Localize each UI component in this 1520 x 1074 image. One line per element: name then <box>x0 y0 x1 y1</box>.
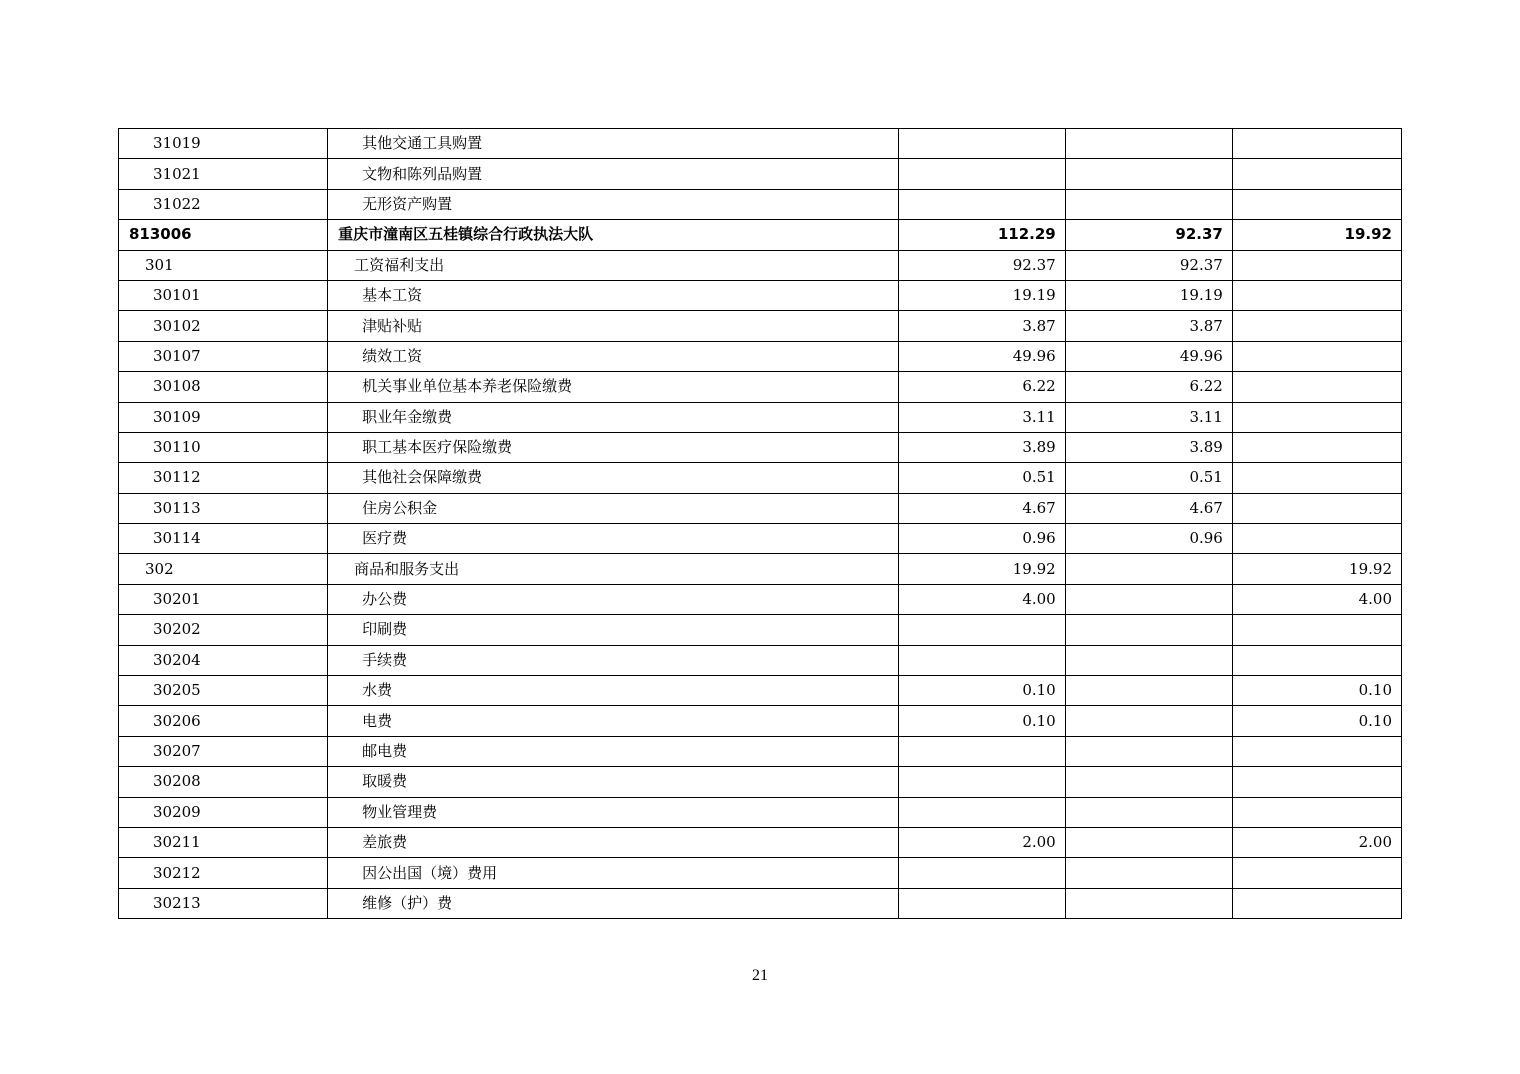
row-name: 重庆市潼南区五桂镇综合行政执法大队 <box>328 220 898 250</box>
row-project: 2.00 <box>1232 827 1401 857</box>
row-total <box>898 129 1065 159</box>
budget-table <box>118 128 1402 919</box>
table-row <box>119 250 1402 280</box>
row-project <box>1232 189 1401 219</box>
row-name: 商品和服务支出 <box>328 554 898 584</box>
row-code: 301 <box>119 250 328 280</box>
table-row <box>119 220 1402 250</box>
table-row <box>119 159 1402 189</box>
table-row <box>119 736 1402 766</box>
row-name: 电费 <box>328 706 898 736</box>
row-total <box>898 858 1065 888</box>
row-code: 30108 <box>119 372 328 402</box>
row-name: 手续费 <box>328 645 898 675</box>
row-basic <box>1065 706 1232 736</box>
row-code: 30102 <box>119 311 328 341</box>
row-code: 302 <box>119 554 328 584</box>
row-name: 其他交通工具购置 <box>328 129 898 159</box>
row-name: 差旅费 <box>328 827 898 857</box>
row-project <box>1232 736 1401 766</box>
table-row <box>119 615 1402 645</box>
row-project <box>1232 615 1401 645</box>
row-project <box>1232 858 1401 888</box>
budget-table-body <box>119 129 1402 919</box>
row-code: 30213 <box>119 888 328 918</box>
table-row <box>119 524 1402 554</box>
row-name: 津贴补贴 <box>328 311 898 341</box>
row-code: 30101 <box>119 280 328 310</box>
row-total: 3.89 <box>898 432 1065 462</box>
row-name: 医疗费 <box>328 524 898 554</box>
row-basic <box>1065 129 1232 159</box>
row-total <box>898 736 1065 766</box>
table-row <box>119 493 1402 523</box>
row-name: 基本工资 <box>328 280 898 310</box>
row-total <box>898 189 1065 219</box>
row-total: 4.67 <box>898 493 1065 523</box>
row-basic <box>1065 645 1232 675</box>
row-code: 30212 <box>119 858 328 888</box>
table-row <box>119 584 1402 614</box>
row-project <box>1232 159 1401 189</box>
row-project <box>1232 372 1401 402</box>
row-project <box>1232 280 1401 310</box>
table-row <box>119 797 1402 827</box>
row-code: 30114 <box>119 524 328 554</box>
row-name: 职工基本医疗保险缴费 <box>328 432 898 462</box>
row-total: 3.11 <box>898 402 1065 432</box>
table-row <box>119 463 1402 493</box>
table-row <box>119 706 1402 736</box>
row-code: 30206 <box>119 706 328 736</box>
table-row <box>119 372 1402 402</box>
row-basic <box>1065 797 1232 827</box>
row-code: 30209 <box>119 797 328 827</box>
row-project <box>1232 524 1401 554</box>
row-name: 住房公积金 <box>328 493 898 523</box>
table-row <box>119 189 1402 219</box>
row-total: 0.10 <box>898 706 1065 736</box>
row-name: 无形资产购置 <box>328 189 898 219</box>
row-total <box>898 797 1065 827</box>
table-row <box>119 129 1402 159</box>
row-basic <box>1065 888 1232 918</box>
row-basic <box>1065 554 1232 584</box>
row-project: 4.00 <box>1232 584 1401 614</box>
row-total <box>898 888 1065 918</box>
row-code: 31019 <box>119 129 328 159</box>
row-basic <box>1065 584 1232 614</box>
table-row <box>119 554 1402 584</box>
row-code: 30107 <box>119 341 328 371</box>
row-total <box>898 615 1065 645</box>
row-name: 取暖费 <box>328 767 898 797</box>
row-total: 3.87 <box>898 311 1065 341</box>
row-project: 19.92 <box>1232 220 1401 250</box>
row-name: 其他社会保障缴费 <box>328 463 898 493</box>
row-name: 职业年金缴费 <box>328 402 898 432</box>
row-project <box>1232 311 1401 341</box>
row-total: 112.29 <box>898 220 1065 250</box>
row-basic <box>1065 615 1232 645</box>
table-row <box>119 341 1402 371</box>
row-basic <box>1065 189 1232 219</box>
row-basic <box>1065 736 1232 766</box>
row-basic: 4.67 <box>1065 493 1232 523</box>
row-total: 6.22 <box>898 372 1065 402</box>
row-project <box>1232 463 1401 493</box>
row-total: 0.10 <box>898 676 1065 706</box>
row-total: 19.19 <box>898 280 1065 310</box>
row-code: 813006 <box>119 220 328 250</box>
table-row <box>119 888 1402 918</box>
row-total: 92.37 <box>898 250 1065 280</box>
row-basic <box>1065 827 1232 857</box>
row-project <box>1232 767 1401 797</box>
row-basic <box>1065 767 1232 797</box>
row-code: 30110 <box>119 432 328 462</box>
row-code: 30202 <box>119 615 328 645</box>
row-total <box>898 159 1065 189</box>
table-row <box>119 858 1402 888</box>
row-code: 30208 <box>119 767 328 797</box>
row-project: 0.10 <box>1232 676 1401 706</box>
row-basic: 3.87 <box>1065 311 1232 341</box>
row-name: 办公费 <box>328 584 898 614</box>
row-basic: 92.37 <box>1065 220 1232 250</box>
row-total: 0.96 <box>898 524 1065 554</box>
row-basic <box>1065 159 1232 189</box>
row-code: 31022 <box>119 189 328 219</box>
row-name: 因公出国（境）费用 <box>328 858 898 888</box>
row-basic: 19.19 <box>1065 280 1232 310</box>
row-total: 0.51 <box>898 463 1065 493</box>
table-row <box>119 676 1402 706</box>
row-code: 30207 <box>119 736 328 766</box>
row-basic: 0.51 <box>1065 463 1232 493</box>
row-project: 19.92 <box>1232 554 1401 584</box>
row-code: 30205 <box>119 676 328 706</box>
row-project <box>1232 493 1401 523</box>
row-project <box>1232 888 1401 918</box>
row-total: 4.00 <box>898 584 1065 614</box>
table-row <box>119 311 1402 341</box>
row-code: 30109 <box>119 402 328 432</box>
row-project <box>1232 797 1401 827</box>
row-name: 印刷费 <box>328 615 898 645</box>
row-total: 49.96 <box>898 341 1065 371</box>
table-row <box>119 767 1402 797</box>
row-code: 30201 <box>119 584 328 614</box>
row-code: 30112 <box>119 463 328 493</box>
row-total <box>898 767 1065 797</box>
row-code: 30211 <box>119 827 328 857</box>
row-name: 绩效工资 <box>328 341 898 371</box>
row-name: 物业管理费 <box>328 797 898 827</box>
row-project <box>1232 645 1401 675</box>
row-name: 工资福利支出 <box>328 250 898 280</box>
row-basic: 3.89 <box>1065 432 1232 462</box>
row-basic: 49.96 <box>1065 341 1232 371</box>
table-row <box>119 402 1402 432</box>
row-basic <box>1065 858 1232 888</box>
row-project: 0.10 <box>1232 706 1401 736</box>
row-total: 2.00 <box>898 827 1065 857</box>
table-row <box>119 280 1402 310</box>
row-name: 邮电费 <box>328 736 898 766</box>
row-name: 机关事业单位基本养老保险缴费 <box>328 372 898 402</box>
row-total: 19.92 <box>898 554 1065 584</box>
row-code: 31021 <box>119 159 328 189</box>
page-number: 21 <box>752 967 768 984</box>
row-project <box>1232 432 1401 462</box>
row-name: 水费 <box>328 676 898 706</box>
row-project <box>1232 250 1401 280</box>
row-basic: 92.37 <box>1065 250 1232 280</box>
row-project <box>1232 341 1401 371</box>
row-basic: 3.11 <box>1065 402 1232 432</box>
table-row <box>119 645 1402 675</box>
row-total <box>898 645 1065 675</box>
row-code: 30204 <box>119 645 328 675</box>
table-row <box>119 827 1402 857</box>
row-project <box>1232 129 1401 159</box>
row-basic: 0.96 <box>1065 524 1232 554</box>
row-code: 30113 <box>119 493 328 523</box>
row-name: 文物和陈列品购置 <box>328 159 898 189</box>
row-basic <box>1065 676 1232 706</box>
row-name: 维修（护）费 <box>328 888 898 918</box>
row-project <box>1232 402 1401 432</box>
row-basic: 6.22 <box>1065 372 1232 402</box>
table-row <box>119 432 1402 462</box>
